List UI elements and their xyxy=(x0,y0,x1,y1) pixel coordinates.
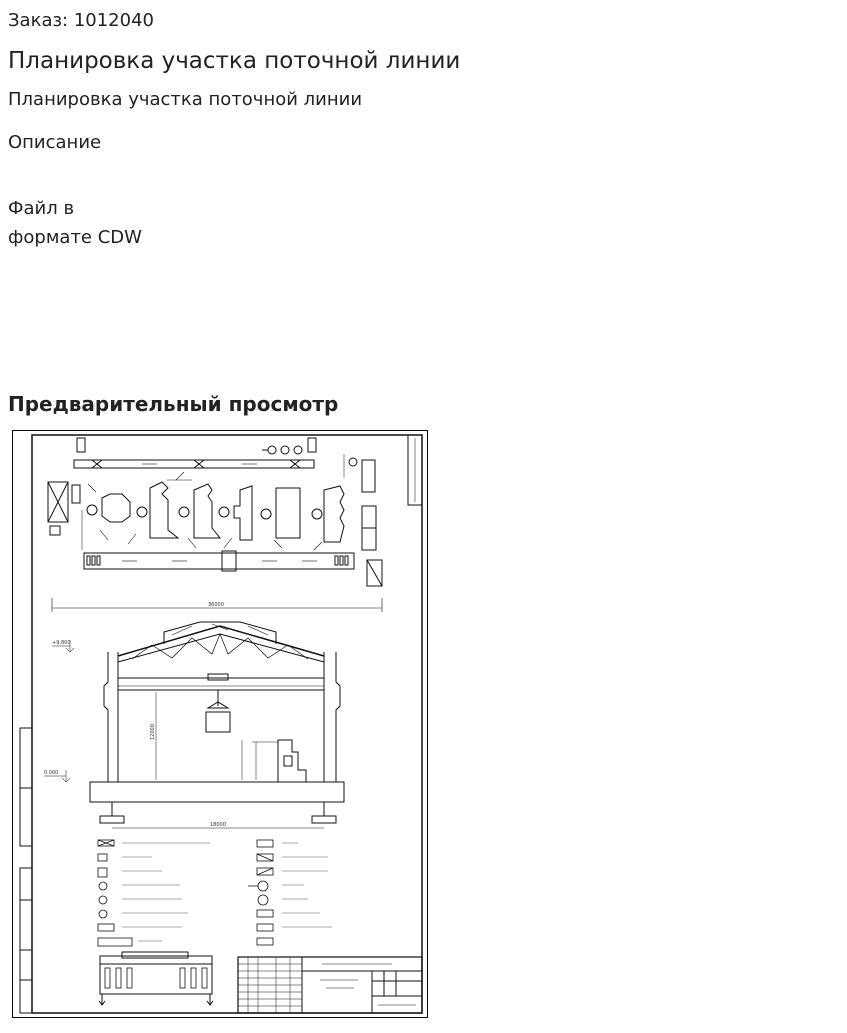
file-format-line-2: формате CDW xyxy=(8,227,142,248)
drawing-preview-image xyxy=(12,430,428,1018)
svg-text:0.000: 0.000 xyxy=(44,770,59,776)
svg-text:36000: 36000 xyxy=(208,602,224,608)
file-format-line-1: Файл в xyxy=(8,198,75,219)
preview-heading: Предварительный просмотр xyxy=(8,392,339,416)
svg-text:18000: 18000 xyxy=(210,822,226,828)
page-title: Планировка участка поточной линии xyxy=(8,48,461,74)
file-format-info xyxy=(8,194,168,252)
order-number: Заказ: 1012040 xyxy=(8,10,154,31)
svg-text:+9.800: +9.800 xyxy=(52,640,71,646)
svg-text:12000: 12000 xyxy=(150,724,156,740)
page-subtitle: Планировка участка поточной линии xyxy=(8,89,363,110)
description-heading: Описание xyxy=(8,132,102,153)
